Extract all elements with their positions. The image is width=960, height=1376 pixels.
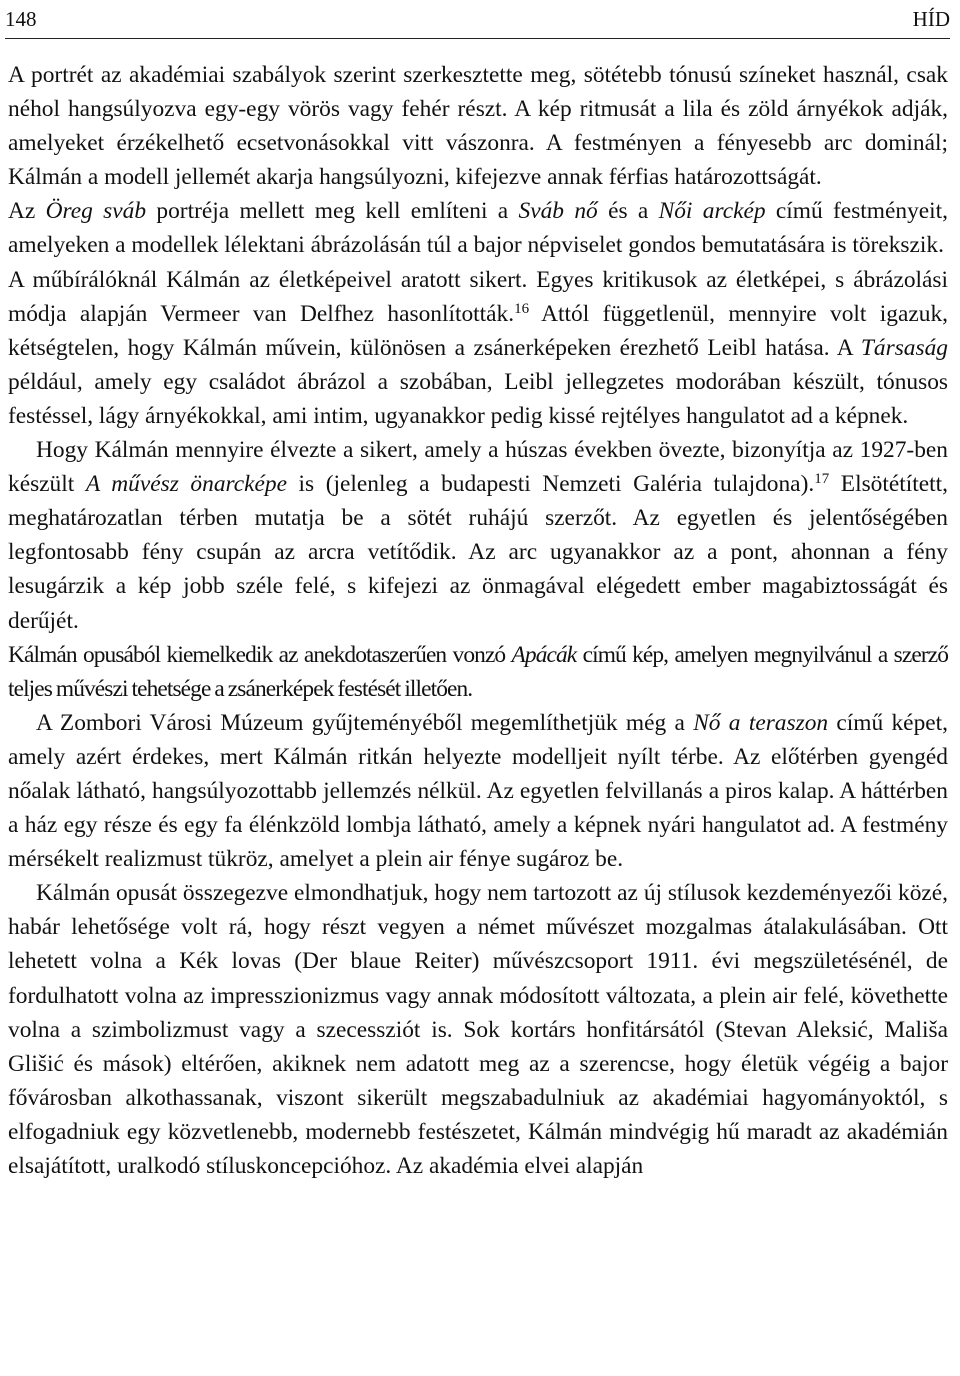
footnote-ref: 17 (814, 471, 830, 488)
paragraph-7: Kálmán opusát összegezve elmondhatjuk, hogy nem tartozott az új stílusok kezdeményezői közé, habár lehetősége volt rá, hogy részt vegyen a német művészet mozgalmas átalakulásában. Ott lehetett volna a Kék lovas (Der blaue Reiter) művészcsoport 1911. évi megszületésénél, de fordulhatott volna az impresszionizmus vagy annak módosított változata, a plein air felé, követhette volna a szimbolizmust vagy a szecessziót is. Sok kortárs honfitársától (Stevan Aleksić, Mališa Glišić és mások) eltérően, akiknek nem adatott meg az a szerencse, hogy életük végéig a bajor fővárosban alkothassanak, viszont sikerült megszabadulniuk az akadémiai hagyományoktól, s elfogadniuk egy közvetlenebb, modernebb festészetet, Kálmán mindvégig hű maradt az akadémián elsajátított, uralkodó stíluskoncepcióhoz. Az akadémia elvei alapján (8, 880, 948, 1179)
paragraph-5: Kálmán opusából kiemelkedik az anekdotaszerűen vonzó Apácák című kép, amelyen megnyilvánul a szerző teljes művészi tehetsége a zsánerképek festését illetően. (8, 641, 948, 702)
footnote-ref: 16 (514, 300, 530, 317)
artwork-title: Apácák (511, 641, 577, 668)
paragraph-1: A portrét az akadémiai szabályok szerint szerkesztette meg, sötétebb tónusú színeket használ, csak néhol hangsúlyozva egy-egy vörös vagy fehér részt. A kép ritmusát a lila és zöld árnyékok adják, amelyeket érzékelhető ecsetvonásokkal vitt vászonra. A festményen a fényesebb arc dominál; Kálmán a modell jellemét akarja hangsúlyozni, kifejezve annak férfias határozottságát. (8, 62, 948, 191)
artwork-title: Sváb nő (518, 198, 598, 225)
artwork-title: Női arckép (658, 198, 766, 225)
artwork-title: Társaság (860, 334, 948, 361)
paragraph-3: A műbírálóknál Kálmán az életképeivel aratott sikert. Egyes kritikusok az életképei, s ábrázolási módja alapján Vermeer van Delfhez hasonlították.$^{16}$ Attól függetlenül, mennyire volt igazuk, kétségtelen, hogy Kálmán művein, különösen a zsánerképeken érezhető Leibl hatása. A Társaság például, amely egy családot ábrázol a szobában, Leibl jellegzetes modorában készült, tónusos festéssel, lágy árnyékokkal, ami intim, ugyanakkor pedig kissé rejtélyes hangulatot ad a képnek. (8, 266, 948, 429)
page-number: 148 (5, 7, 37, 31)
artwork-title: Öreg sváb (45, 198, 147, 225)
paragraph-4: Hogy Kálmán mennyire élvezte a sikert, amely a húszas években övezte, bizonyítja az 1927-ben készült A művész önarcképe is (jelenleg a budapesti Nemzeti Galéria tulajdona).$^{17}$ Elsötétített, meghatározatlan térben mutatja be a sötét ruhájú szerzőt. Az egyetlen és jelentőségében legfontosabb fény csupán az arcra vetítődik. Az arc ugyanakkor az a pont, ahonnan a fény lesugárzik a kép jobb széle felé, s kifejezi az önmagával elégedett ember magabiztosságát és derűjét. (8, 437, 948, 634)
journal-title: HÍD (912, 7, 950, 31)
paragraph-6: A Zombori Városi Múzeum gyűjteményéből megemlíthetjük még a Nő a teraszon című képet, amely azért érdekes, mert Kálmán ritkán helyezte modelljeit nyílt térbe. Az előtérben gyengéd nőalak látható, hangsúlyozottabb jellemzés nélkül. Az egyetlen felvillanás a piros kalap. A háttérben a ház egy része és egy fa élénkzöld lombja látható, amely a képnek nyári hangulatot ad. A festmény mérsékelt realizmust tükröz, amelyet a plein air fénye sugároz be. (8, 709, 948, 873)
article-body (8, 58, 948, 1183)
header-rule (5, 38, 950, 39)
artwork-title: A művész önarcképe (85, 471, 287, 498)
artwork-title: Nő a teraszon (693, 709, 829, 736)
paragraph-2: Az Öreg sváb portréja mellett meg kell említeni a Sváb nő és a Női arckép című festményeit, amelyeken a modellek lélektani ábrázolásán túl a bajor népviselet gondos bemutatására is törekszik. (8, 198, 948, 259)
running-header (5, 0, 950, 31)
